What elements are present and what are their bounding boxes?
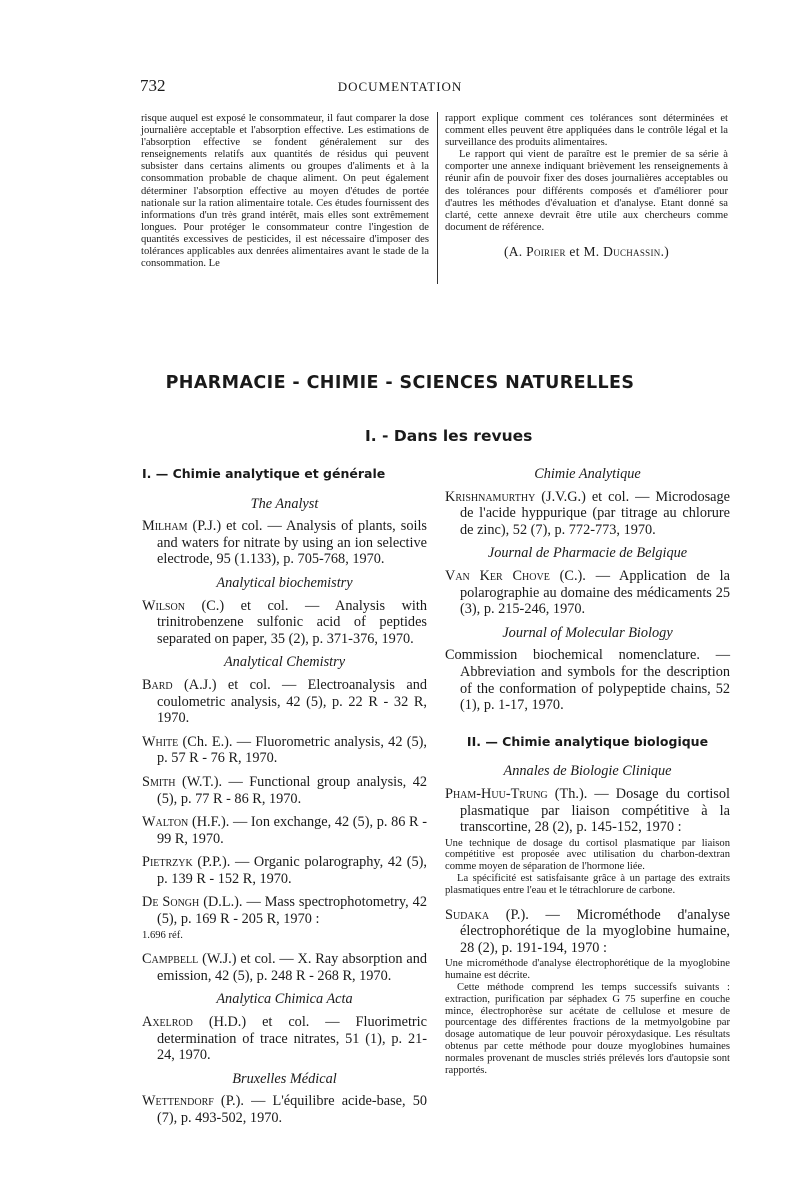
- journal-title: Annales de Biologie Clinique: [503, 763, 672, 780]
- entry-text: (Th.). — Dosage du cortisol plasmatique par liaison compétitive à la transcortine, 28 (2), p. 145-152, 1970 :: [460, 785, 730, 836]
- bibliography-entry: [445, 907, 730, 1077]
- entry-author: Smith: [142, 773, 176, 790]
- abstract-paragraph: La spécificité est satisfaisante grâce à un partage des extraits plasmatiques entre l'eau et le tétrachlorure de carbone.: [445, 873, 730, 896]
- top-right-para-1: rapport explique comment ces tolérances sont déterminées et comment elles peuvent être appliquées dans le contrôle légal et la surveillance des produits alimentaires.: [445, 113, 728, 149]
- part-heading-2: II. — Chimie analytique biologique: [466, 733, 709, 749]
- bibliography-entry: [445, 568, 730, 618]
- abstract-paragraph: Cette méthode comprend les temps successifs suivants : extraction, purification par séphadex G 75 superfine en couche mince, électrophorèse sur acétate de cellulose et mesure de pourcentage des différentes fractions de la metmyolgobine par dosage automatique de leur pouvoir péroxydasique. Les résultats obtenus par cette méthode pour douze myoglobines humaines normales provenant de muscles striés prélevés lors d'autopsie sont rapportés.: [445, 982, 730, 1076]
- signature-mid: et M.: [565, 243, 604, 259]
- entry-author: Bard: [142, 676, 173, 693]
- bibliography-entry: [142, 598, 427, 648]
- signature-close: .): [660, 243, 670, 259]
- bibliography-entry: [142, 677, 427, 727]
- bibliography-entry: [142, 1093, 427, 1126]
- entry-text: (H.D.) et col. — Fluorimetric determination of trace nitrates, 51 (1), p. 21-24, 1970.: [157, 1014, 427, 1064]
- bibliography-entry: [142, 1014, 427, 1064]
- signature-open: (A.: [503, 243, 527, 259]
- entry-author: Wilson: [142, 597, 185, 614]
- abstract-paragraph: Une microméthode d'analyse électrophorétique de la myoglobine humaine est décrite.: [445, 958, 730, 982]
- bibliography-entry: [445, 489, 730, 539]
- entry-author: Van Ker Chove: [445, 567, 550, 584]
- entry-text: (C.). — Application de la polarographie au domaine des médicaments 25 (3), p. 215-246, 1970.: [460, 567, 730, 618]
- signature-name-2: Duchassin: [603, 243, 661, 259]
- entry-text: (A.J.) et col. — Electroanalysis and coulometric analysis, 42 (5), p. 22 R - 32 R, 1970.: [157, 676, 427, 727]
- entry-author: Axelrod: [142, 1014, 193, 1031]
- top-right-paragraphs: [445, 113, 728, 258]
- entry-text: (P.). — L'équilibre acide-base, 50 (7), p. 493-502, 1970.: [157, 1093, 427, 1126]
- column-divider: [437, 112, 438, 284]
- entry-author: Sudaka: [445, 906, 490, 923]
- bibliography-entry: [142, 774, 427, 807]
- journal-title: Bruxelles Médical: [232, 1070, 337, 1087]
- bibliography-entry: [142, 854, 427, 887]
- signature: [445, 243, 728, 259]
- entry-author: De Songh: [142, 894, 200, 911]
- page-number: 732: [140, 76, 166, 95]
- journal-title: Analytica Chimica Acta: [216, 991, 353, 1008]
- top-right-para-2: Le rapport qui vient de paraître est le premier de sa série à comporter une annexe indiquant brièvement les renseignements à réunir afin de pouvoir fixer des doses journalières acceptables ou des tolérances pour différents composés et d'améliorer pour d'autres les méthodes d'évaluation et d'analyse. Etant donné sa clarté, cette annexe devrait être utile aux chercheurs comme document de référence.: [445, 149, 728, 233]
- section-title: PHARMACIE - CHIMIE - SCIENCES NATURELLES: [165, 373, 635, 393]
- bibliography-entry: [142, 518, 427, 568]
- bibliography-entry: [142, 951, 427, 984]
- bibliography-entry: [445, 786, 730, 897]
- entry-text: (C.) et col. — Analysis with trinitrobenzene sulfonic acid of peptides separated on paper, 35 (2), p. 371-376, 1970.: [157, 597, 427, 647]
- entry-text: (W.J.) et col. — X. Ray absorption and emission, 42 (5), p. 248 R - 268 R, 1970.: [157, 951, 427, 984]
- abstract-paragraph: Une technique de dosage du cortisol plasmatique par liaison compétitive est proposée avec utilisation du charbon-dextran comme moyen de séparation de l'hormone liée.: [445, 837, 730, 873]
- journal-title: Chimie Analytique: [534, 466, 641, 482]
- entry-text: (P.P.). — Organic polarography, 42 (5), p. 139 R - 152 R, 1970.: [157, 854, 427, 887]
- entry-text: (J.V.G.) et col. — Microdosage de l'acide hyppurique (par titrage au chlorure de zinc), 52 (7), p. 772-773, 1970.: [460, 488, 730, 538]
- journal-title: Analytical Chemistry: [223, 654, 346, 671]
- journal-title: Journal of Molecular Biology: [502, 624, 673, 641]
- bibliography-entry: [142, 894, 427, 944]
- entry-author: Walton: [142, 814, 189, 831]
- reference-count: 1.696 réf.: [142, 929, 183, 941]
- entry-author: Wettendorf: [142, 1093, 214, 1110]
- subsection-title: I. - Dans les revues: [365, 427, 533, 445]
- entry-author: Krishnamurthy: [445, 488, 536, 505]
- top-left-text: risque auquel est exposé le consommateur, il faut comparer la dose journalière acceptable et l'absorption effective. Les estimations de l'absorption effective se fondent généralement sur des renseignements relatifs aux quantités de résidus qui peuvent subsister dans certains aliments ou groupes d'aliments et à la consommation probable de chaque aliment. On peut également déterminer l'absorption effective au moyen d'études de portée nationale sur la ration alimentaire totale. Ces études fournissent des informations d'un très grand intérêt, mais elles sont extrêmement longues. Pour protéger le consommateur contre l'ingestion de quantités excessives de pesticides, il est nécessaire d'imposer des tolérances applicables aux denrées alimentaires avant le stade de la consommation. Le: [141, 113, 429, 270]
- journal-title: Journal de Pharmacie de Belgique: [487, 545, 688, 562]
- top-left-paragraph: [141, 113, 429, 270]
- entry-text: (D.L.). — Mass spectrophotometry, 42 (5), p. 169 R - 205 R, 1970 :: [157, 894, 427, 928]
- abstract-note: [445, 958, 730, 1076]
- entry-author: Campbell: [142, 951, 199, 968]
- signature-name-1: Poirier: [526, 243, 566, 259]
- part-heading-1: I. — Chimie analytique et générale: [142, 466, 386, 481]
- left-column: [142, 466, 427, 1134]
- entry-author: Pietrzyk: [142, 854, 193, 871]
- journal-title: The Analyst: [250, 495, 319, 512]
- entry-text: (P.J.) et col. — Analysis of plants, soils and waters for nitrate by using an ion selective electrode, 95 (1.133), p. 705-768, 1970.: [157, 518, 427, 568]
- journal-title: Analytical biochemistry: [216, 574, 353, 591]
- entry-author: Pham-Huu-Trung: [445, 785, 548, 802]
- entry-author: Milham: [142, 518, 188, 535]
- entry-text: (W.T.). — Functional group analysis, 42 (5), p. 77 R - 86 R, 1970.: [157, 773, 427, 807]
- bibliography-entry: [445, 647, 730, 713]
- bibliography-entry: [142, 734, 427, 767]
- entry-text: (H.F.). — Ion exchange, 42 (5), p. 86 R - 99 R, 1970.: [157, 814, 427, 847]
- running-title: DOCUMENTATION: [337, 79, 463, 94]
- entry-text: Commission biochemical nomenclature. — Abbreviation and symbols for the description of the conformation of polypeptide chains, 52 (1), p. 1-17, 1970.: [445, 647, 730, 714]
- entry-text: (Ch. E.). — Fluorometric analysis, 42 (5), p. 57 R - 76 R, 1970.: [157, 733, 427, 767]
- bibliography-entry: [142, 814, 427, 847]
- abstract-note: [445, 838, 730, 897]
- entry-text: (P.). — Microméthode d'analyse électrophorétique de la myoglobine humaine, 28 (2), p. 191-194, 1970 :: [460, 906, 730, 956]
- right-column: [445, 466, 730, 1081]
- entry-author: White: [142, 733, 179, 750]
